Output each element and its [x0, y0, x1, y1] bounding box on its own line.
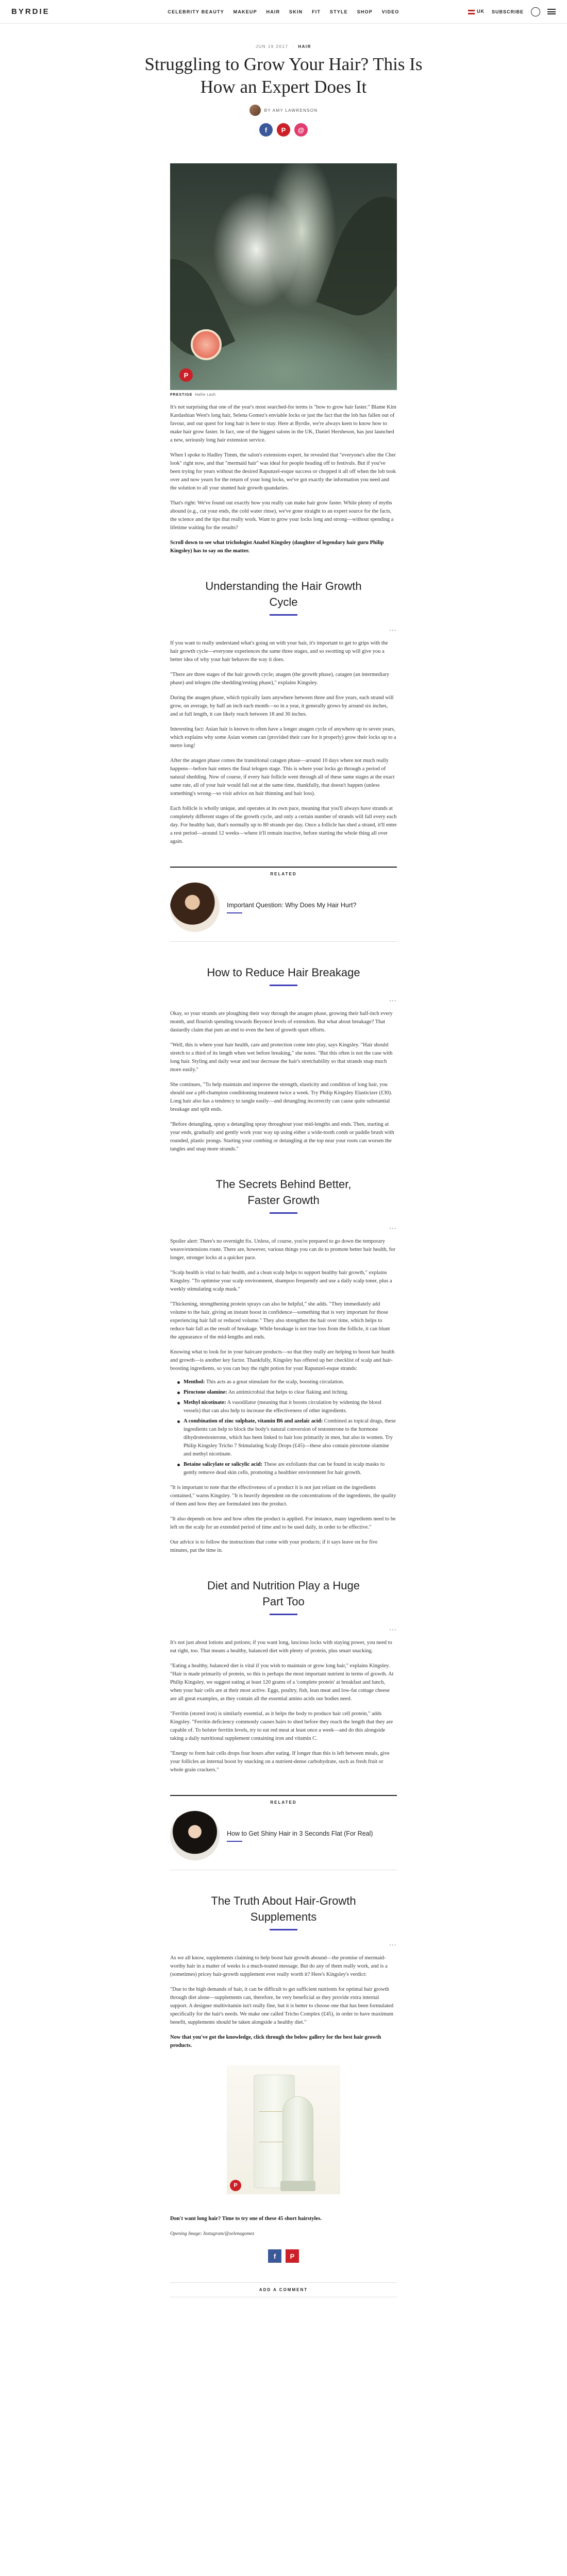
uk-flag-icon	[468, 10, 475, 14]
publish-date: JUN 19 2017	[256, 44, 289, 49]
article-meta: JUN 19 2017 · HAIR	[256, 44, 311, 49]
paragraph: As we all know, supplements claiming to help boost hair growth abound—the promise of mermaid-worthy hair in a matter of weeks is a much-touted message. But do any of them really work, and is a (sometimes) pricey hair-growth supplement ever really worth it? Here's Kingsley's verdict:	[170, 1955, 388, 1977]
paragraph: "There are three stages of the hair growth cycle; anagen (the growth phase), catagen (an intermediary phase) and telogen (the shedding/resting phase)," explains Kingsley.	[170, 672, 390, 686]
list-text: These are exfoliants that can be found in scalp masks to gently remove dead skin cells, promoting a healthier environment for hair growth.	[184, 1462, 385, 1476]
list-item	[177, 1378, 397, 1386]
more-dots-icon[interactable]: •••	[389, 1943, 397, 1947]
paragraph: "Well, this is where your hair health, care and protection come into play, says Kingsley. "Hair should stretch to a third of its length when wet before breaking," she notes. "But this often is not the case with long hair. Styling and daily wear and tear decrease the hair's stretchability so that strands snap much more easily."	[170, 1042, 393, 1073]
category-link[interactable]: HAIR	[298, 44, 311, 49]
paragraph: Spoiler alert: There's no overnight fix. Unless, of course, you're prepared to go down the temporary weave/extensions route. There are, however, various things you can do to promote better hair health, for longer, stronger locks at a quicker pace.	[170, 1239, 396, 1261]
nav-link-makeup[interactable]: MAKEUP	[233, 9, 257, 14]
pinterest-share-button[interactable]: P	[277, 123, 290, 137]
related-article[interactable]	[170, 1795, 397, 1870]
locale-selector[interactable]	[468, 9, 485, 14]
list-text: This acts as a great stimulant for the scalp, boosting circulation.	[205, 1379, 344, 1385]
paragraph-bold: Scroll down to see what trichologist Anabel Kingsley (daughter of legendary hair guru Philip Kingsley) has to say on the matter.	[170, 540, 384, 554]
nav-right	[468, 7, 556, 16]
related-text-wrap	[227, 901, 356, 913]
nav-link-skin[interactable]: SKIN	[289, 9, 303, 14]
related-article[interactable]	[170, 867, 397, 942]
author-name[interactable]: BY AMY LAWRENSON	[264, 108, 318, 113]
list-item	[177, 1417, 397, 1459]
nav-link-celebrity-beauty[interactable]: CELEBRITY BEAUTY	[168, 9, 224, 14]
paragraph: During the anagen phase, which typically lasts anywhere between three and five years, each strand will grow, on average, by half an inch each month—so in a year, it generally grows by around six inches, and at full length, it can likely reach between 18 and 30 inches.	[170, 695, 394, 717]
paragraph: When I spoke to Hadley Timm, the salon's extensions expert, he revealed that "everyone's after the Cher look" right now, and that "mermaid hair" was ideal for people heading off to festivals. But if you've been trying for years without the desired Rapunzel-esque success or chopped it all off when the lob took over and now yearn for the return of your long locks, we've got exactly the information you need and the solution to all your stunted hair growth quandaries.	[170, 452, 396, 491]
related-label: RELATED	[270, 1800, 297, 1805]
more-dots-icon[interactable]: •••	[389, 1226, 397, 1231]
nav-link-video[interactable]: VIDEO	[381, 9, 399, 14]
gallery-cta: Now that you've got the knowledge, click through the below gallery for the best hair growth products.	[170, 2035, 381, 2048]
paragraph: "Eating a healthy, balanced diet is vital if you wish to maintain or grow long hair," explains Kingsley. "Hair is made primarily of protein, so this is perhaps the most important nutrient in terms of growth. At Philip Kingsley, we suggest eating at least 120 grams of a 'complete protein' at breakfast and lunch, when your hair cells are at their most active. Eggs, poultry, fish, lean meat and low-fat cottage cheese are all great examples, as they contain all the essential amino acids our bodies need.	[170, 1663, 394, 1702]
author-avatar[interactable]	[249, 105, 261, 116]
paragraph: It's not surprising that one of the year's most searched-for terms is "how to grow hair faster." Blame Kim Kardashian West's long hair, Selena Gomez's enviable locks or just the fact that the lob has fallen out of favour, and our quest for long hair is here to stay. Here at Byrdie, we're always keen to know how to make hair grow faster. In fact, one of the biggest salons in the UK, Daniel Hersheson, has just launched a new, seriously long hair extension service.	[170, 404, 396, 443]
paragraph: Interesting fact: Asian hair is known to often have a longer anagen cycle of anywhere up to seven years, which explains why some Asian women can (provided their care for it properly) grow their locks up to a metre long!	[170, 726, 396, 749]
product-tube-shape	[282, 2096, 313, 2189]
share-buttons	[0, 123, 567, 137]
subscribe-link[interactable]: SUBSCRIBE	[491, 9, 524, 14]
section-heading: Understanding the Hair Growth Cycle	[205, 580, 362, 608]
paragraph: "Due to the high demands of hair, it can be difficult to get sufficient nutrients for optimal hair growth through diet alone—supplements can, therefore, be very beneficial as they provide extra internal support. A designer multivitamin isn't really fine, but it is better to choose one that has been formulated specifically for the hair's needs. We make one called Tricho Complex (£45), in order to have maximum benefit, supplements should be taken alongside a healthy diet."	[170, 1987, 394, 2025]
article-body	[170, 403, 397, 2263]
related-thumbnail[interactable]	[170, 1811, 220, 1860]
paragraph: Okay, so your strands are ploughing their way through the anagen phase, growing their half-inch every month, and flourish spending towards Beyoncé levels of extendom. But what about breakage? That dastardly claim that puts an end to even the best of growth spurt efforts.	[170, 1011, 393, 1033]
paragraph: "It also depends on how and how often the product is applied. For instance, many ingredients need to be left on the scalp for an extended period of time and to be used daily, in order to be effective."	[170, 1516, 396, 1530]
paragraph: "It is important to note that the effectiveness of a product it is not just reliant on the ingredients contained," warns Kingsley. "It is heavily dependent on the concentrations of the ingredients, the quality of them and how they are formulated into the product.	[170, 1485, 396, 1507]
email-share-button[interactable]: @	[294, 123, 308, 137]
heading-underline	[270, 1212, 297, 1214]
closing-line: Don't want long hair? Time to try one of these 45 short hairstyles.	[170, 2216, 322, 2222]
related-text-wrap	[227, 1829, 373, 1842]
leaf-shape	[316, 185, 397, 326]
image-credit	[170, 393, 397, 397]
more-dots-icon[interactable]: •••	[389, 998, 397, 1003]
paragraph: If you want to really understand what's going on with your hair, it's important to get to grips with the hair growth cycle—everyone experiences the same three stages, and so swotting up will give you a better idea of why your hair behaves the way it does.	[170, 640, 388, 663]
paragraph: Our advice is to follow the instructions that come with your products; if it says leave on for five minutes, put the time in.	[170, 1539, 378, 1553]
section-heading: The Truth About Hair-Growth Supplements	[211, 1894, 356, 1923]
nav-link-hair[interactable]: HAIR	[266, 9, 280, 14]
list-term: Menthol:	[184, 1379, 205, 1385]
section-heading: How to Reduce Hair Breakage	[207, 966, 360, 979]
heading-underline	[270, 985, 297, 986]
list-item	[177, 1399, 397, 1415]
related-title[interactable]: How to Get Shiny Hair in 3 Seconds Flat (For Real)	[227, 1830, 373, 1837]
facebook-share-button[interactable]: f	[268, 2249, 281, 2263]
pin-image-button[interactable]: P	[230, 2180, 241, 2191]
nav-link-fit[interactable]: FIT	[312, 9, 321, 14]
byline	[0, 105, 567, 116]
section-heading: The Secrets Behind Better, Faster Growth	[215, 1178, 352, 1207]
list-text: Combined as topical drugs, these ingredients can help to block the body's natural conversion of testosterone to the hormone dihydrotestosterone, which has been linked to hair loss primarily in men, but also in women. Try Philip Kingsley Tricho 7 Stimulating Scalp Drops (£45)—these also contain piroctone olamine and methyl nicotinate.	[184, 1418, 396, 1457]
credit-label: PRESTIGE	[170, 393, 193, 397]
grapefruit-shape	[191, 329, 222, 360]
product-cap-shape	[280, 2181, 315, 2191]
paragraph: Knowing what to look for in your haircare products—so that they really are helping to boost hair health and growth—is another key factor. Thankfully, Kingsley has offered up her checklist of scalp and hair-boosting ingredients, so you can buy the right potion for your Rapunzel-esque strands:	[170, 1349, 395, 1371]
paragraph: "Ferritin (stored iron) is similarly essential, as it helps the body to produce hair cell protein," adds Kingsley. "Ferritin deficiency commonly causes hairs to shed before they reach the length that they are capable of. To bolster ferritin levels, try to eat red meat at least once a week—and do this alongside taking a daily nutritional supplement containing iron and vitamin C.	[170, 1711, 393, 1741]
section-heading: Diet and Nutrition Play a Huge Part Too	[207, 1579, 360, 1608]
search-icon[interactable]	[531, 7, 540, 16]
nav-link-style[interactable]: STYLE	[329, 9, 348, 14]
product-image[interactable]	[227, 2065, 340, 2194]
related-underline	[227, 912, 242, 913]
locale-label: UK	[476, 9, 485, 14]
pinterest-share-button[interactable]: P	[286, 2249, 299, 2263]
footer-share-buttons	[170, 2249, 397, 2263]
list-text: A vasodilator (meaning that it boosts circulation by widening the blood vessels) that can also help to increase the effectiveness of other ingredients.	[184, 1400, 381, 1414]
list-term: Betaine salicylate or salicylic acid:	[184, 1462, 263, 1467]
heading-underline	[270, 1929, 297, 1930]
menu-icon[interactable]	[547, 9, 556, 14]
paragraph: "Thickening, strengthening protein sprays can also be helpful," she adds. "They immediately add volume to the hair, giving an instant boost in confidence—something that is very important for those experiencing hair fall or reduced volume." They also strengthen the hair over time, which helps to reduce hair fall as the result of breakage. While breakage is not true loss from the follicle, it can blunt the appearance of the mid-lengths and ends.	[170, 1301, 390, 1340]
heading-underline	[270, 1614, 297, 1615]
related-thumbnail[interactable]	[170, 883, 220, 932]
list-term: A combination of zinc sulphate, vitamin B6 and azelaic acid:	[184, 1418, 323, 1424]
related-title[interactable]: Important Question: Why Does My Hair Hurt?	[227, 902, 357, 909]
related-label: RELATED	[270, 872, 297, 876]
page-title: Struggling to Grow Your Hair? This Is How an Expert Does It	[144, 54, 423, 97]
pin-image-button[interactable]: P	[179, 368, 193, 382]
related-row	[170, 883, 397, 932]
paragraph: That's right: We've found out exactly how you really can make hair grow faster. While plenty of myths abound (e.g., cut your ends, the cold water rinse), we've gone straight to an expert source for the facts, the science and the tips that really work. Want to grow your locks long and strong—without spending a lifetime waiting for the results?	[170, 500, 394, 531]
heading-underline	[270, 614, 297, 616]
related-underline	[227, 1841, 242, 1842]
nav-link-shop[interactable]: SHOP	[357, 9, 373, 14]
ingredient-list	[177, 1378, 397, 1477]
top-nav	[0, 0, 567, 24]
add-comment-button[interactable]: ADD A COMMENT	[170, 2282, 397, 2297]
article-header	[0, 24, 567, 137]
paragraph: After the anagen phase comes the transitional catagen phase—around 10 days where not much really happens—before hair enters the final telogen stage. This is where your locks go through a period of natural shedding. Now of course, if every hair follicle went through all of these same stages at the exact same rate, all of your hair would fall out at the same time, thankfully, that doesn't happen (unless something's wrong—so visit advice on hair thinning and hair loss).	[170, 758, 395, 796]
opening-image-credit: Opening Image: Instagram/@selenagomez	[170, 2231, 255, 2236]
list-term: Methyl nicotinate:	[184, 1400, 226, 1405]
list-item	[177, 1461, 397, 1477]
paragraph: "Scalp health is vital to hair health, and a clean scalp helps to support healthy hair growth," explains Kingsley. "To optimise your scalp environment, shampoo frequently and use a daily scalp toner, plus a weekly stimulating scalp mask."	[170, 1270, 392, 1292]
more-dots-icon[interactable]: •••	[389, 1628, 397, 1632]
paragraph: "Before detangling, spray a detangling spray throughout your mid-lengths and ends. Then, starting at your ends, gradually and gently work your way up using either a wide-tooth comb or paddle brush with rounded, plastic prongs. Starting your combing or detangling at the top near your roots can worsen the tangles and snap more strands."	[170, 1122, 394, 1152]
more-dots-icon[interactable]: •••	[389, 628, 397, 633]
paragraph: She continues, "To help maintain and improve the strength, elasticity and condition of long hair, you should use a pH-champion conditioning treatment twice a week. Try Philip Kingsley Elasticizer (£30). Long hair also has a tendency to tangle easily—and detangling incorrectly can cause quite substantial breakage and split ends.	[170, 1082, 392, 1112]
paragraph: It's not just about lotions and potions; if you want long, luscious locks with staying power, you need to eat right, too. That means a healthy, balanced diet with plenty of protein, plus smart snacking.	[170, 1640, 392, 1654]
paragraph: Each follicle is wholly unique, and operates at its own pace, meaning that you'll always have strands at completely different stages of the growth cycle, and only a certain number of strands will fall every each day. For healthy hair, that's normally up to 80 strands per day. Once a follicle has shed a strand, it'll enter a rest period—around 12 weeks—where it'll remain inactive, before starting the whole thing all over again.	[170, 806, 397, 844]
list-term: Piroctone olamine:	[184, 1389, 227, 1395]
hero-image	[170, 163, 397, 390]
brand-logo[interactable]: BYRDIE	[11, 7, 50, 16]
related-row	[170, 1811, 397, 1860]
list-text: An antimicrobial that helps to clear flaking and itching.	[227, 1389, 348, 1395]
list-item	[177, 1388, 397, 1397]
credit-text: Hallie Lash	[195, 393, 216, 397]
paragraph: "Energy to form hair cells drops four hours after eating. If longer than this is left between meals, give your follicles an internal boost by snacking on a nutrient-dense carbohydrate, such as fresh fruit or whole grain crackers."	[170, 1751, 390, 1773]
facebook-share-button[interactable]: f	[259, 123, 273, 137]
